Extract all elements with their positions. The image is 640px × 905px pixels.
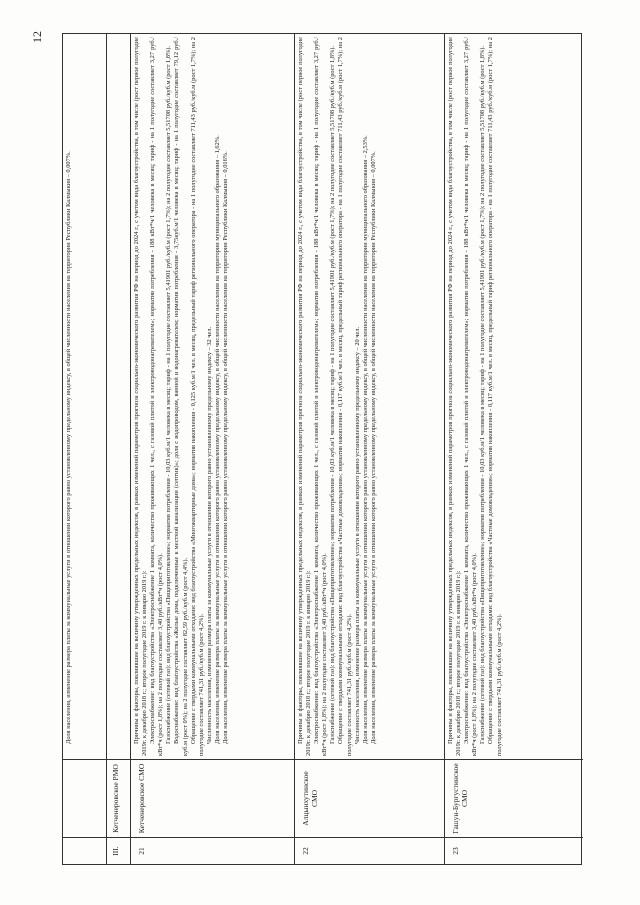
paragraph: Газоснабжение (сетевой газ): вид благоустройства «Пищеприготовление»; норматив потребления - 10,03 куб.м/1 человека в месяц; тариф - на 1 полугодие составляет 5,41901 руб./куб.м (рост 1,7%); на 2 полугодие составляет 5,51708 руб./куб.м (рост 1,8%). <box>165 45 173 744</box>
paragraph: Доля населения, изменение размера платы за коммунальные услуги в отношении которого равно установленному предельному индексу, в общей численности населения на территории муниципального образования – 1,62%. <box>213 135 221 744</box>
paragraph: Обращение с твердыми коммунальными отходами: вид благоустройства «Многоквартирные дома»; норматив накопления - 0,125 куб.м/1 чел. в месяц, предельный тариф регионального оператора - на 1 полугодие составляет 711,43 руб./куб.м (рост 1,7%); на 2 полугодие составляет 741,31 руб./куб.м (рост 4,2%). <box>189 37 205 756</box>
paragraph: Доля населения, изменение размера платы за коммунальные услуги в отношении которого равно установленному предельному индексу, в общей численности населения на территории муниципального образования – 2,53%. <box>361 135 369 744</box>
paragraph: Доля населения, изменение размера платы за коммунальные услуги в отношении которого равно установленному предельному индексу, в общей численности населения на территории Республики Калмыкия – 0,016%. <box>222 151 230 744</box>
paragraph: Газоснабжение (сетевой газ): вид благоустройства «Пищеприготовление»; норматив потребления - 10,03 куб.м/1 человека в месяц; тариф - на 1 полугодие составляет 5,41901 руб./куб.м (рост 1,7%); на 2 полугодие составляет 5,51708 руб./куб.м (рост 1,8%). <box>479 45 487 744</box>
paragraph: Обращение с твердыми коммунальными отходами: вид благоустройства «Частные домовладения»; норматив накопления - 0,117 куб.м/1 чел. в месяц, предельный тариф регионального оператора - на 1 полугодие составляет 711,43 руб./куб.м (рост 1,7%); на 2 полугодие составляет 741,31 руб./куб.м (рост 4,2%). <box>337 37 353 756</box>
table-row <box>131 34 295 864</box>
paragraph: Причины и факторы, повлиявшие на величину утвержденных предельных индексов, в рамках изменений параметров прогноза социально-экономического развития РФ на период до 2024 г., с учетом вида благоустройства, в том числе (рост первое полугодие 2019г. к декабрю 2018 г.; второе полугодие 2019 г. к январю 2019 г.): <box>297 37 313 756</box>
row-number: 23 <box>445 837 583 864</box>
table-row <box>63 34 107 864</box>
paragraph: Причины и факторы, повлиявшие на величину утвержденных предельных индексов, в рамках изменений параметров прогноза социально-экономического развития РФ на период до 2024 г., с учетом вида благоустройства, в том числе (рост первое полугодие 2019г. к декабрю 2018 г.; второе полугодие 2019 г. к январю 2019 г.): <box>133 37 149 756</box>
paragraph: Численность населения, изменение размера платы за коммунальные услуги в отношении которого равно установленному предельному индексу – 20 чел. <box>353 326 361 744</box>
paragraph: Численность населения, изменение размера платы за коммунальные услуги в отношении которого равно установленному предельному индексу – 32 чел. <box>205 326 213 744</box>
paragraph: Доля населения, изменение размера платы за коммунальные услуги в отношении которого равно установленному предельному индексу, в общей численности населения на территории Республики Калмыкия – 0,007%. <box>65 151 72 744</box>
section-name: Кетченеровское РМО <box>107 759 130 837</box>
paragraph: Электроснабжение: вид благоустройства «Электроснабжение 1 комната, количество проживающих 1 чел., с газовой плитой и электроводонагревателем»; норматив потребления - 188 кВт*ч/1 человека в месяц; тариф - на 1 полугодие составляет 3,27 руб./кВт*ч (рост 1,8%); на 2 полугодие составляет 3,40 руб./кВт*ч (рост 4,0%). <box>463 37 479 756</box>
page-number: 12 <box>30 31 44 43</box>
paragraph: Газоснабжение (сетевой газ): вид благоустройства «Пищеприготовление»; норматив потребления - 10,03 куб.м/1 человека в месяц; тариф - на 1 полугодие составляет 5,41901 руб./куб.м (рост 1,7%); на 2 полугодие составляет 5,51708 руб./куб.м (рост 1,8%). <box>329 45 337 744</box>
paragraph: Водоснабжение: вид благоустройства «Жилые дома, подключенные к местной канализации (септик)»; доля с водопроводом, ванной и водонагревателем; норматив потребления - 3,75куб.м/1 человека в месяц; тариф - на 1 полугодие составляет 79,12 руб./куб.м (рост 0%); на 2 полугодие составляет 82,59 руб./куб.м (рост 4,4%). <box>173 37 189 756</box>
row-description <box>445 34 583 759</box>
paragraph: Причины и факторы, повлиявшие на величину утвержденных предельных индексов, в рамках изменений параметров прогноза социально-экономического развития РФ на период до 2024 г., с учетом вида благоустройства, в том числе (рост первое полугодие 2019г. к декабрю 2018 г.; второе полугодие 2019 г. к январю 2019 г.): <box>447 37 463 756</box>
paragraph: Электроснабжение: вид благоустройства «Электроснабжение 1 комната, количество проживающих 1 чел., с газовой плитой и электроводонагревателем»; норматив потребления - 188 кВт*ч/1 человека в месяц; тариф - на 1 полугодие составляет 3,27 руб./кВт*ч (рост 1,8%); на 2 полугодие составляет 3,40 руб./кВт*ч (рост 4,0%). <box>149 37 165 756</box>
municipality-name: Гашун-Бургустинское СМО <box>445 759 583 837</box>
table-row <box>295 34 445 864</box>
municipality-name: Алцынхутинское СМО <box>295 759 444 837</box>
paragraph: Обращение с твердыми коммунальными отходами: вид благоустройства «Частные домовладения»; норматив накопления - 0,117 куб.м/1 чел. в месяц, предельный тариф регионального оператора - на 1 полугодие составляет 711,43 руб./куб.м (рост 1,7%); на 2 полугодие составляет 741,31 руб./куб.м (рост 4,2%). <box>487 37 503 756</box>
paragraph: Доля населения, изменение размера платы за коммунальные услуги в отношении которого равно установленному предельному индексу, в общей численности населения на территории Республики Калмыкия – 0,007%. <box>369 151 377 744</box>
row-number: 21 <box>131 837 294 864</box>
tariff-table <box>62 33 582 865</box>
row-description <box>63 34 106 759</box>
municipality-name <box>63 759 106 837</box>
table-row <box>445 34 583 864</box>
row-description <box>131 34 294 759</box>
section-header-row <box>107 34 131 864</box>
row-number <box>63 837 106 864</box>
row-description <box>295 34 444 759</box>
row-number: 22 <box>295 837 444 864</box>
municipality-name: Кетченеровское СМО <box>131 759 294 837</box>
paragraph: Электроснабжение: вид благоустройства «Электроснабжение 1 комната, количество проживающих 1 чел., с газовой плитой и электроводонагревателем»; норматив потребления - 188 кВт*ч/1 человека в месяц; тариф - на 1 полугодие составляет 3,27 руб./кВт*ч (рост 1,8%); на 2 полугодие составляет 3,40 руб./кВт*ч (рост 4,0%). <box>313 37 329 756</box>
section-number: III. <box>107 837 130 864</box>
row-description <box>107 34 130 759</box>
